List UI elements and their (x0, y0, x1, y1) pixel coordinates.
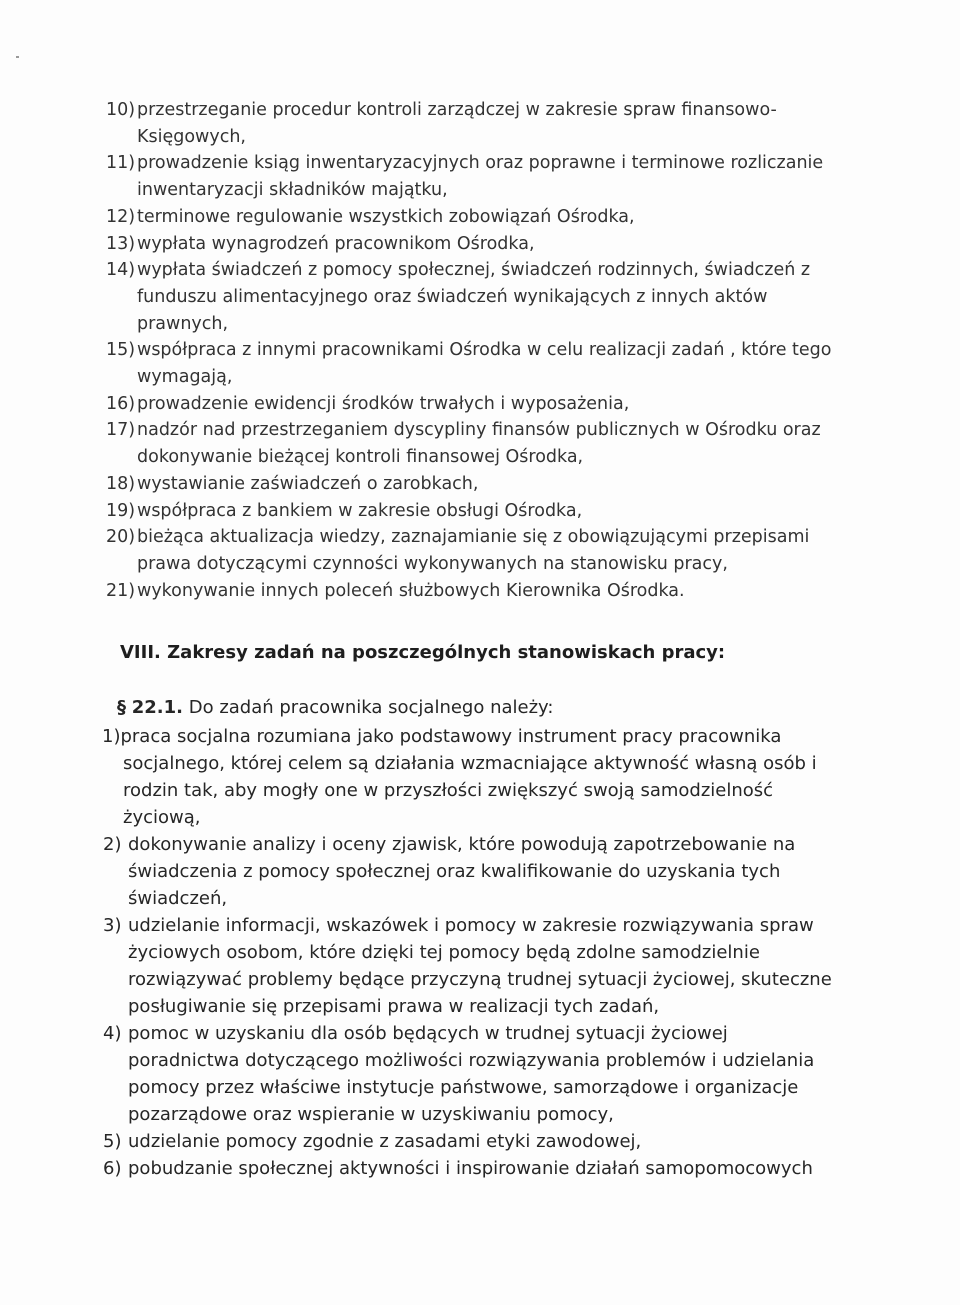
item-number: 6) (103, 1158, 122, 1179)
item-text: przestrzeganie procedur kontroli zarządczej w zakresie spraw finansowo-Księgowych, (137, 100, 777, 147)
item-number: 21) (106, 580, 136, 601)
item-text: prowadzenie ksiąg inwentaryzacyjnych oraz poprawne i terminowe rozliczanie inwentaryzacji składników majątku, (137, 153, 824, 201)
section-heading: VIII. Zakresy zadań na poszczególnych stanowiskach pracy: (120, 642, 726, 663)
list-item (0, 1155, 843, 1182)
section-sign: § (117, 697, 126, 718)
item-text: prowadzenie ewidencji środków trwałych i wyposażenia, (137, 393, 630, 414)
item-number: 13) (106, 233, 136, 254)
item-text: udzielanie informacji, wskazówek i pomocy w zakresie rozwiązywania spraw życiowych osobom, które dzięki tej pomocy będą zdolne samodzielnie rozwiązywać problemy będące przyczyną trudnej sytuacji życiowej, skuteczne posługiwanie się przepisami prawa w realizacji tych zadań, (128, 915, 832, 1017)
list-item (0, 831, 843, 912)
item-number: 17) (106, 420, 136, 441)
item-text: nadzór nad przestrzeganiem dyscypliny finansów publicznych w Ośrodku oraz dokonywanie bieżącej kontroli finansowej Ośrodka, (137, 420, 821, 468)
item-text: wystawianie zaświadczeń o zarobkach, (137, 473, 479, 494)
list-item (0, 417, 837, 470)
item-text: pomoc w uzyskaniu dla osób będących w trudnej sytuacji życiowej poradnictwa dotyczącego możliwości rozwiązywania problemów i udzielania pomocy przez właściwe instytucje państwowe, samorządowe i organizacje pozarządowe oraz wspieranie w uzyskiwaniu pomocy, (128, 1023, 815, 1125)
scan-mark (16, 56, 19, 58)
item-number: 10) (106, 100, 136, 120)
list-item (0, 257, 837, 337)
list-item (0, 231, 837, 258)
item-number: 20) (106, 527, 136, 548)
item-number: 3) (103, 915, 122, 936)
paragraph-text: Do zadań pracownika socjalnego należy: (188, 697, 554, 718)
duties-list-continued (0, 97, 837, 604)
item-number: 14) (106, 260, 136, 281)
list-item (0, 337, 837, 390)
item-number: 2) (103, 834, 122, 855)
item-text: współpraca z bankiem w zakresie obsługi Ośrodka, (137, 500, 583, 521)
paragraph-number: 22.1. (131, 697, 183, 718)
list-item (0, 1128, 843, 1155)
list-item (0, 498, 837, 525)
list-item (0, 97, 837, 150)
item-number: 15) (106, 340, 136, 361)
item-text: dokonywanie analizy i oceny zjawisk, które powodują zapotrzebowanie na świadczenia z pomocy społecznej oraz kwalifikowanie do uzyskania tych świadczeń, (128, 834, 796, 909)
item-text: bieżąca aktualizacja wiedzy, zaznajamianie się z obowiązującymi przepisami prawa dotyczącymi czynności wykonywanych na stanowisku pracy, (137, 527, 810, 574)
item-text: udzielanie pomocy zgodnie z zasadami etyki zawodowej, (128, 1131, 642, 1152)
item-number: 1) (102, 726, 121, 747)
list-item (0, 723, 838, 831)
item-number: 11) (106, 153, 136, 174)
list-item (0, 471, 837, 498)
item-text: terminowe regulowanie wszystkich zobowiązań Ośrodka, (137, 206, 635, 227)
list-item (0, 1020, 843, 1128)
item-number: 19) (106, 500, 136, 521)
item-text: wypłata wynagrodzeń pracownikom Ośrodka, (137, 233, 535, 254)
item-number: 18) (106, 473, 136, 494)
item-number: 16) (106, 393, 136, 414)
item-text: wypłata świadczeń z pomocy społecznej, świadczeń rodzinnych, świadczeń z funduszu alimentacyjnego oraz świadczeń wynikających z innych aktów prawnych, (137, 260, 811, 334)
item-number: 12) (106, 206, 136, 227)
item-text: współpraca z innymi pracownikami Ośrodka w celu realizacji zadań , które tego wymagają, (137, 340, 832, 388)
list-item (0, 524, 837, 577)
item-text: pobudzanie społecznej aktywności i inspirowanie działań samopomocowych (128, 1158, 813, 1179)
item-text: praca socjalna rozumiana jako podstawowy instrument pracy pracownika socjalnego, której celem są działania wzmacniające aktywność własną osób i rodzin tak, aby mogły one w przyszłości zwiększyć swoją samodzielność życiową, (120, 726, 817, 828)
item-text: wykonywanie innych poleceń służbowych Kierownika Ośrodka. (137, 580, 685, 601)
item-number: 4) (103, 1023, 122, 1044)
paragraph-intro (117, 695, 553, 721)
list-item (0, 150, 837, 203)
list-item (0, 204, 837, 231)
list-item (0, 578, 837, 605)
list-item (0, 391, 837, 418)
social-worker-duties-list (0, 723, 843, 1182)
list-item (0, 912, 843, 1020)
item-number: 5) (103, 1131, 122, 1152)
